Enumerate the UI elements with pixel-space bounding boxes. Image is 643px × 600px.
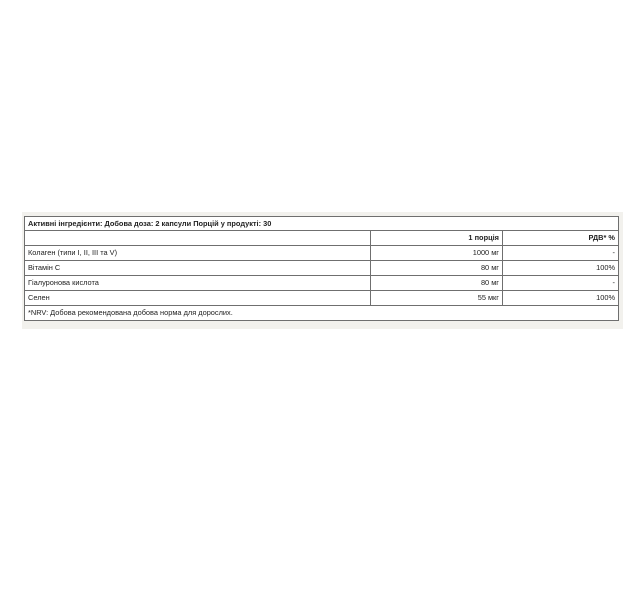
rdv-percent: 100% <box>503 291 619 306</box>
ingredient-name: Колаген (типи I, II, III та V) <box>25 246 371 261</box>
portion-amount: 80 мг <box>371 276 503 291</box>
footnote-row <box>25 306 619 321</box>
table-caption-row <box>25 217 619 231</box>
ingredient-name: Селен <box>25 291 371 306</box>
rdv-percent: 100% <box>503 261 619 276</box>
rdv-percent: - <box>503 276 619 291</box>
column-header-portion: 1 порція <box>371 231 503 246</box>
ingredient-name: Гіалуронова кислота <box>25 276 371 291</box>
column-header-rdv: РДВ* % <box>503 231 619 246</box>
footnote: *NRV: Добова рекомендована добова норма для дорослих. <box>25 306 619 321</box>
nutrition-panel <box>22 212 623 329</box>
table-row <box>25 291 619 306</box>
table-row <box>25 246 619 261</box>
ingredients-table <box>24 216 619 321</box>
column-header-row <box>25 231 619 246</box>
portion-amount: 1000 мг <box>371 246 503 261</box>
table-caption: Активні інгредієнти: Добова доза: 2 капсули Порцій у продукті: 30 <box>25 217 619 231</box>
portion-amount: 55 мкг <box>371 291 503 306</box>
portion-amount: 80 мг <box>371 261 503 276</box>
rdv-percent: - <box>503 246 619 261</box>
table-row <box>25 276 619 291</box>
table-row <box>25 261 619 276</box>
column-header-ingredient <box>25 231 371 246</box>
ingredient-name: Вітамін С <box>25 261 371 276</box>
